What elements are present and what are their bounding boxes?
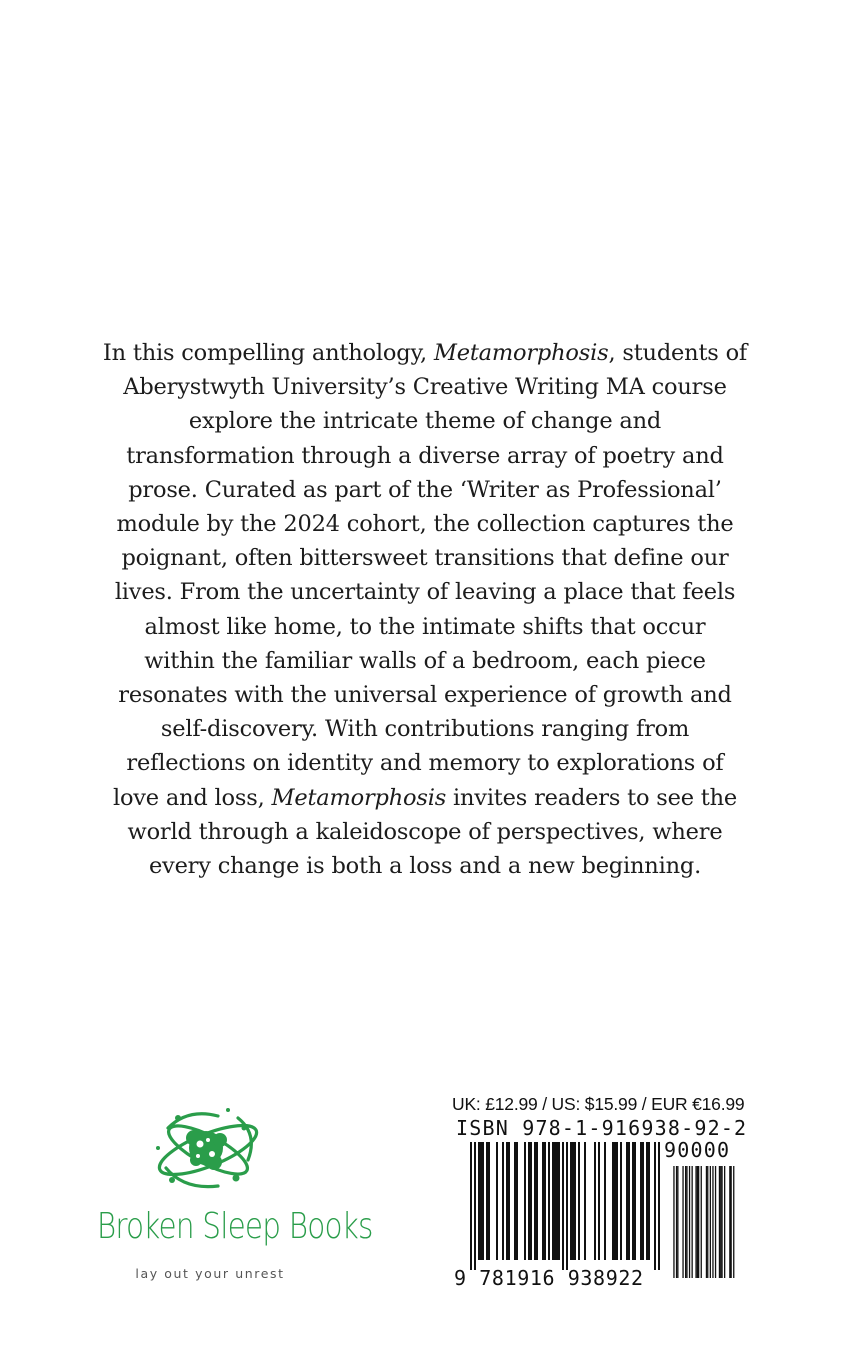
barcode-addon-bar [673,1166,674,1278]
barcode-addon-bar [682,1166,683,1278]
barcode-bar [620,1142,622,1260]
barcode-addon-bar [733,1166,734,1278]
barcode-bar [570,1142,572,1260]
barcode-bar [516,1142,518,1260]
blurb-text: every change is both a loss and a new beginning. [148,853,702,880]
barcode-addon-bar [731,1166,732,1278]
blurb-line [62,849,788,883]
barcode-bar [574,1142,576,1260]
publisher-logo [60,1090,373,1300]
barcode-bar [578,1142,580,1260]
barcode-bar [556,1142,558,1260]
barcode-bar [558,1142,560,1260]
blurb-text: explore the intricate theme of change and [188,408,662,435]
barcode-bar [542,1142,544,1260]
barcode-bar [612,1142,614,1260]
barcode-bar [470,1142,472,1270]
publisher-tagline: lay out your unrest [135,1266,285,1281]
barcode-addon-bar [692,1166,693,1278]
barcode-bar [552,1142,554,1260]
barcode-bar [642,1142,644,1260]
barcode-addon-bar [719,1166,720,1278]
barcode-bar [528,1142,530,1260]
blurb-line [62,370,788,404]
barcode-bar [566,1142,568,1270]
blurb-line [62,336,788,370]
barcode-bar [616,1142,618,1260]
barcode-bar [628,1142,630,1260]
barcode-bar [486,1142,488,1260]
barcode-bar [626,1142,628,1260]
barcode-bar [640,1142,642,1260]
blurb-line [62,541,788,575]
blurb-line [62,815,788,849]
barcode-bar [598,1142,600,1260]
blurb-text: self-discovery. With contributions ranging from [160,716,690,743]
blurb-text: resonates with the universal experience of growth and [118,682,732,709]
barcode-bar [482,1142,484,1260]
barcode-bar [544,1142,546,1260]
barcode-bar [506,1142,508,1260]
blurb-line [62,678,788,712]
barcode-addon-bar [707,1166,708,1278]
barcode-bar [584,1142,586,1260]
barcode-bar [648,1142,650,1260]
price-line: UK: £12.99 / US: $15.99 / EUR €16.99 [452,1094,745,1114]
blurb-line [62,473,788,507]
book-title-italic: Metamorphosis [271,784,447,811]
barcode-addon-bar [677,1166,678,1278]
barcode-addon-bar [715,1166,716,1278]
barcode-bar [524,1142,526,1260]
blurb-line [62,781,788,815]
barcode-bar [474,1142,476,1270]
barcode-bar [562,1142,564,1270]
isbn-barcode [452,1116,748,1292]
barcode-bar [634,1142,636,1260]
barcode-bar [508,1142,510,1260]
barcode-bar [502,1142,504,1260]
blurb-text: invites readers to see the [446,784,738,811]
blurb-text: prose. Curated as part of the ‘Writer as Professional’ [128,476,722,503]
barcode-addon-bar [724,1166,725,1278]
barcode-addon-bar [697,1166,698,1278]
blurb-line [62,575,788,609]
blurb-text: reflections on identity and memory to explorations of [126,750,724,777]
isbn-text: ISBN 978-1-916938-92-2 [456,1116,748,1140]
barcode-bar [614,1142,616,1260]
barcode-bar [654,1142,656,1270]
barcode-bar [554,1142,556,1260]
barcode-addon-bar [712,1166,713,1278]
barcode-ean-digits: 9 781916 938922 [454,1266,644,1290]
barcode-bar [658,1142,660,1270]
barcode-addon-bar [720,1166,721,1278]
barcode-addon-bar [686,1166,687,1278]
barcode-bar [548,1142,550,1260]
barcode-bar [496,1142,498,1260]
blurb-text: transformation through a diverse array of poetry and [126,442,724,469]
barcode-bar [534,1142,536,1260]
blurb-text: lives. From the uncertainty of leaving a place that feels [114,579,736,606]
barcode-bar [530,1142,532,1260]
blurb-text: almost like home, to the intimate shifts that occur [144,613,706,640]
blurb-text: In this compelling anthology, [102,340,434,366]
barcode-addon-bar [710,1166,711,1278]
barcode-addon-bar [721,1166,722,1278]
blurb-line [62,746,788,780]
barcode-addon-bar [701,1166,702,1278]
book-title-italic: Metamorphosis [433,340,609,366]
barcode-bar [646,1142,648,1260]
blurb-line [62,712,788,746]
barcode-addon-digits: 90000 [664,1138,731,1162]
barcode-bar [632,1142,634,1260]
barcode-addon-bar [685,1166,686,1278]
blurb-line [62,507,788,541]
barcode-addon-bar [676,1166,677,1278]
blurb-line [62,610,788,644]
blurb-text: , students of [608,340,748,366]
barcode-bar [478,1142,480,1260]
barcode-addon-bar [706,1166,707,1278]
blurb-line [62,644,788,678]
blurb-line [62,404,788,438]
barcode-bar [536,1142,538,1260]
blurb-text: love and loss, [112,784,272,811]
blurb-text: world through a kaleidoscope of perspectives, where [127,818,723,845]
ink-splatter-orbit-icon [148,1098,268,1198]
barcode-bar [488,1142,490,1260]
barcode-addon-bar [695,1166,696,1278]
blurb-text: poignant, often bittersweet transitions that define our [121,545,729,572]
blurb-line [62,439,788,473]
barcode-bar [572,1142,574,1260]
barcode-bar [604,1142,606,1260]
barcode-addon-bar [729,1166,730,1278]
blurb-text: Aberystwyth University’s Creative Writing MA course [123,374,727,401]
barcode-addon-bar [689,1166,690,1278]
back-cover-blurb [62,336,788,883]
blurb-text: module by the 2024 cohort, the collection captures the [116,511,734,538]
barcode-bar [594,1142,596,1260]
barcode-bar [480,1142,482,1260]
barcode-addon-bar [698,1166,699,1278]
barcode-bar [514,1142,516,1260]
publisher-name: Broken Sleep Books [96,1206,373,1247]
blurb-text: within the familiar walls of a bedroom, each piece [144,647,706,674]
